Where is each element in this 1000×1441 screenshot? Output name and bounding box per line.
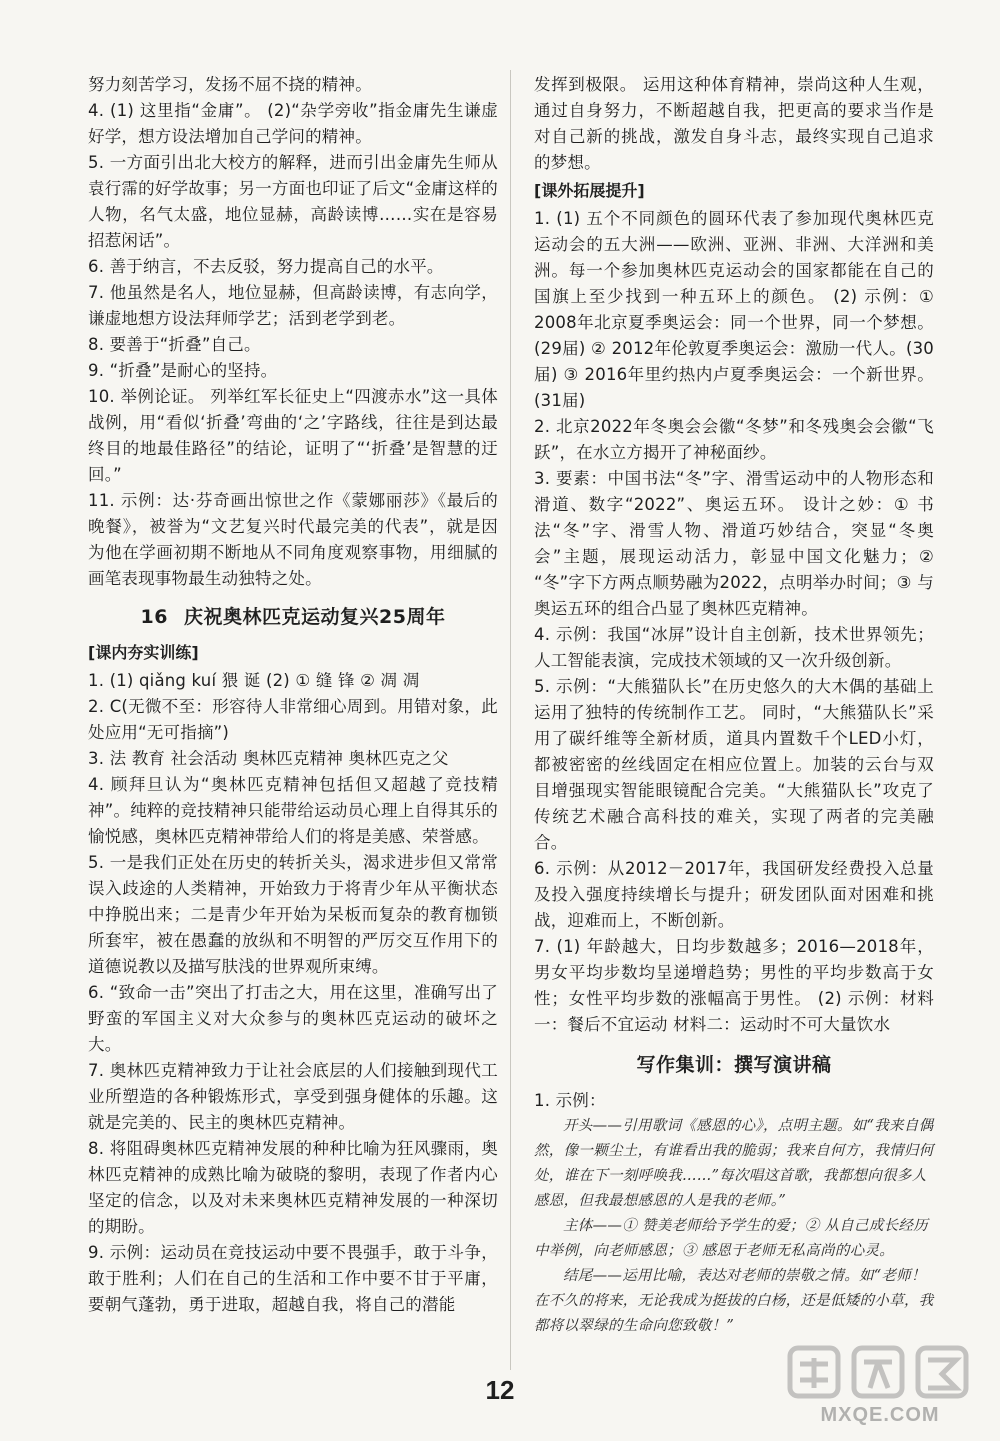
answer-paragraph: 11. 示例：达·芬奇画出惊世之作《蒙娜丽莎》《最后的晚餐》，被誉为“文艺复兴时代最完美的代表”，就是因为他在学画初期不断地从不同角度观察事物，用细腻的画笔表现事物最生动独特之处。 (88, 491, 498, 588)
answer-paragraph: 发挥到极限。 运用这种体育精神，崇尚这种人生观，通过自身努力，不断超越自我，把更高的要求当作是对自己新的挑战，激发自身斗志，最终实现自己追求的梦想。 (534, 75, 934, 172)
answer-paragraph: 3. 要素：中国书法“冬”字、滑雪运动中的人物形态和滑道、数字“2022”、奥运五环。 设计之妙：① 书法“冬”字、滑雪人物、滑道巧妙结合，突显“冬奥会”主题，展现运动活力，彰显中国文化魅力；② “冬”字下方两点顺势融为2022，点明举办时间；③ 与奥运五环的组合凸显了奥林匹克精神。 (534, 469, 934, 618)
answer-paragraph: 4. (1) 这里指“金庸”。 (2)“杂学旁收”指金庸先生谦虚好学，想方设法增加自己学问的精神。 (88, 101, 498, 146)
handwritten-paragraph: 主体——① 赞美老师给予学生的爱；② 从自己成长经历中举例，向老师感恩；③ 感恩于老师无私高尚的心灵。 (534, 1218, 929, 1259)
chapter-heading (88, 602, 498, 632)
answer-paragraph: 努力刻苦学习，发扬不屈不挠的精神。 (88, 75, 372, 94)
right-column (534, 72, 934, 1339)
answer-paragraph: 9. “折叠”是耐心的坚持。 (88, 361, 278, 380)
page-number: 12 (485, 1375, 515, 1405)
section-label: [课外拓展提升] (534, 181, 645, 200)
chapter-number: 16 (140, 606, 168, 628)
answer-paragraph: 1. (1) 五个不同颜色的圆环代表了参加现代奥林匹克运动会的五大洲——欧洲、亚洲、非洲、大洋洲和美洲。每一个参加奥林匹克运动会的国家都能在自己的国旗上至少找到一种五环上的颜色。 (2) 示例：① 2008年北京夏季奥运会：同一个世界，同一个梦想。(29届) ② 2012年伦敦夏季奥运会：激励一代人。(30届) ③ 2016年里约热内卢夏季奥运会：一个新世界。(31届) (534, 209, 934, 410)
writing-section-title: 写作集训：撰写演讲稿 (636, 1054, 832, 1076)
answer-paragraph: 7. (1) 年龄越大，日均步数越多；2016—2018年，男女平均步数均呈递增趋势；男性的平均步数高于女性；女性平均步数的涨幅高于男性。 (2) 示例：材料一：餐后不宜运动 材料二：运动时不可大量饮水 (534, 937, 934, 1034)
answer-paragraph: 9. 示例：运动员在竞技运动中要不畏强手，敢于斗争，敢于胜利；人们在自己的生活和工作中要不甘于平庸，要朝气蓬勃，勇于进取，超越自我，将自己的潜能 (88, 1243, 498, 1314)
answer-paragraph: 6. 善于纳言，不去反驳，努力提高自己的水平。 (88, 257, 444, 276)
writing-label: 1. 示例： (534, 1091, 606, 1110)
watermark-text: MXQE.COM (820, 1404, 940, 1426)
handwritten-paragraph: 开头——引用歌词《感恩的心》，点明主题。如“我来自偶然，像一颗尘土，有谁看出我的脆弱；我来自何方，我情归何处，谁在下一刻呼唤我……”每次唱这首歌，我都想向很多人感恩，但我最想感恩的人是我的老师。” (534, 1118, 934, 1209)
handwritten-paragraph: 结尾——运用比喻，表达对老师的崇敬之情。如“老师！在不久的将来，无论我成为挺拔的白杨，还是低矮的小草，我都将以翠绿的生命向您致敬！” (534, 1268, 934, 1334)
answer-paragraph: 4. 示例：我国“冰屏”设计自主创新，技术世界领先；人工智能表演，完成技术领域的又一次升级创新。 (534, 625, 934, 670)
column-divider (510, 70, 511, 1370)
answer-paragraph: 3. 法 教育 社会活动 奥林匹克精神 奥林匹克之父 (88, 749, 449, 768)
answer-paragraph: 5. 一是我们正处在历史的转折关头，渴求进步但又常常误入歧途的人类精神，开始致力于将青少年从平衡状态中挣脱出来；二是青少年开始为呆板而复杂的教育枷锁所套牢，被在愚蠢的放纵和不明智的严厉交互作用下的道德说教以及描写肤浅的世界观所束缚。 (88, 853, 498, 976)
answer-paragraph: 4. 顾拜旦认为“奥林匹克精神包括但又超越了竞技精神”。纯粹的竞技精神只能带给运动员心理上自得其乐的愉悦感，奥林匹克精神带给人们的将是美感、荣誉感。 (88, 775, 498, 846)
chapter-title: 庆祝奥林匹克运动复兴25周年 (184, 606, 446, 628)
answer-paragraph: 10. 举例论证。 列举红军长征史上“四渡赤水”这一具体战例，用“看似‘折叠’弯曲的‘之’字路线，往往是到达最终目的地最佳路径”的结论，证明了“‘折叠’是智慧的迂回。” (88, 387, 498, 484)
answer-paragraph: 7. 奥林匹克精神致力于让社会底层的人们接触到现代工业所塑造的各种锻炼形式，享受到强身健体的乐趣。这就是完美的、民主的奥林匹克精神。 (88, 1061, 498, 1132)
answer-paragraph: 8. 将阻碍奥林匹克精神发展的种种比喻为狂风骤雨，奥林匹克精神的成熟比喻为破晓的黎明，表现了作者内心坚定的信念，以及对未来奥林匹克精神发展的一种深切的期盼。 (88, 1139, 498, 1236)
answer-paragraph: 6. 示例：从2012－2017年，我国研发经费投入总量及投入强度持续增长与提升；研发团队面对困难和挑战，迎难而上，不断创新。 (534, 859, 934, 930)
answer-paragraph: 6. “致命一击”突出了打击之大，用在这里，准确写出了野蛮的军国主义对大众参与的奥林匹克运动的破坏之大。 (88, 983, 498, 1054)
answer-paragraph: 5. 示例：“大熊猫队长”在历史悠久的大木偶的基础上运用了独特的传统制作工艺。 同时，“大熊猫队长”采用了碳纤维等全新材质，道具内置数千个LED小灯，都被密密的丝线固定在相应位置上。加装的云台与双目增强现实智能眼镜配合完美。“大熊猫队长”攻克了传统艺术融合高科技的难关，实现了两者的完美融合。 (534, 677, 934, 852)
answer-paragraph: 7. 他虽然是名人，地位显赫，但高龄读博，有志向学，谦虚地想方设法拜师学艺；活到老学到老。 (88, 283, 498, 328)
answer-paragraph: 8. 要善于“折叠”自己。 (88, 335, 261, 354)
answer-paragraph: 2. C(无微不至：形容待人非常细心周到。用错对象，此处应用“无可指摘”) (88, 697, 498, 742)
section-label: [课内夯实训练] (88, 643, 199, 662)
answer-paragraph: 5. 一方面引出北大校方的解释，进而引出金庸先生师从袁行霈的好学故事；另一方面也印证了后文“金庸这样的人物，名气太盛，地位显赫，高龄读博……实在是容易招惹闲话”。 (88, 153, 498, 250)
left-column (88, 72, 498, 1318)
answer-paragraph: 1. (1) qiǎng kuí 猥 诞 (2) ① 缝 锋 ② 凋 凋 (88, 671, 420, 690)
answer-paragraph: 2. 北京2022年冬奥会会徽“冬梦”和冬残奥会会徽“飞跃”，在水立方揭开了神秘面纱。 (534, 417, 934, 462)
